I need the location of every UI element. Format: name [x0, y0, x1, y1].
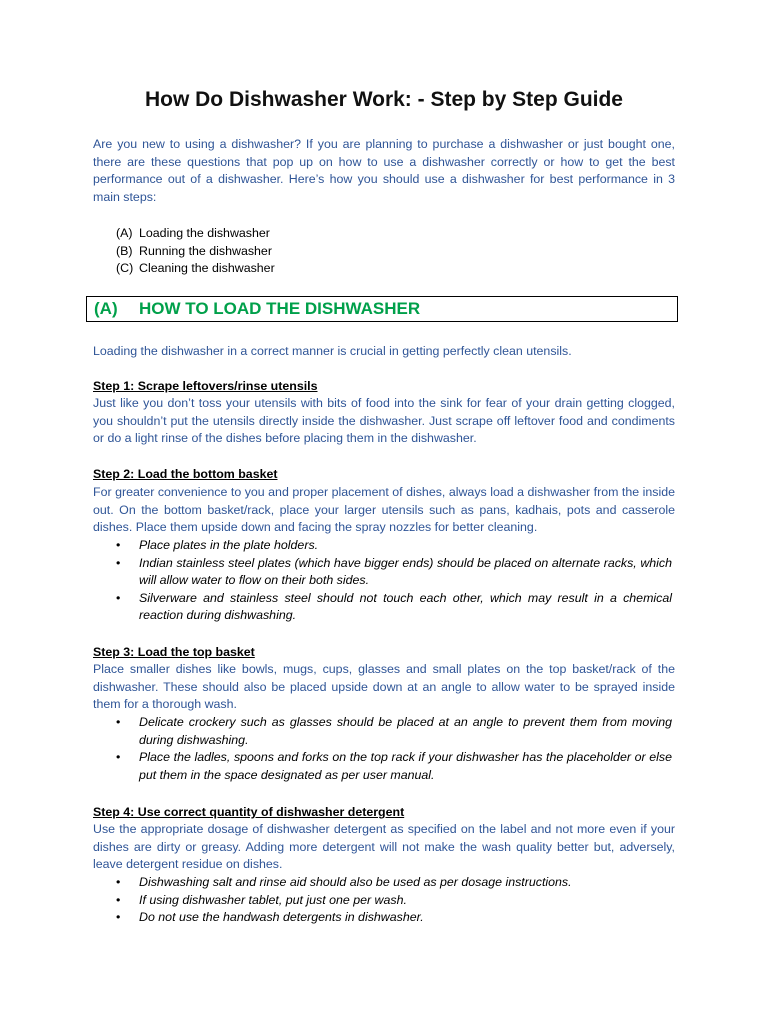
bullet-text: Place plates in the plate holders.	[139, 538, 319, 552]
bullet-glyph: •	[116, 910, 121, 925]
step-heading: Step 2: Load the bottom basket	[93, 467, 278, 481]
section-heading-box	[86, 296, 678, 322]
section-title: HOW TO LOAD THE DISHWASHER	[139, 299, 421, 318]
list-item	[116, 874, 672, 892]
section-marker: (A)	[94, 299, 118, 318]
bullet-glyph: •	[116, 892, 121, 907]
step-body: Just like you don’t toss your utensils with bits of food into the sink for fear of your drain getting clogged, you shouldn’t put the utensils directly inside the dishwasher. Just scrape off leftover food and condiments or do a light rinse of the dishes before placing them in the dishwasher.	[93, 396, 675, 446]
bullet-text: Do not use the handwash detergents in dishwasher.	[139, 910, 424, 925]
main-step-label: Running the dishwasher	[139, 243, 272, 258]
bullet-text: Delicate crockery such as glasses should be placed at an angle to prevent them from moving during dishwashing.	[139, 715, 672, 747]
step-heading: Step 3: Load the top basket	[93, 645, 255, 659]
step-body: For greater convenience to you and proper placement of dishes, always load a dishwasher from the inside out. On the bottom basket/rack, place your larger utensils such as pans, kadhais, pots and casserole dishes. Place them upside down and facing the spray nozzles for better cleaning.	[93, 485, 675, 535]
main-step-marker: (C)	[116, 261, 134, 276]
step-heading: Step 1: Scrape leftovers/rinse utensils	[93, 379, 318, 393]
list-item	[116, 892, 672, 910]
list-item	[116, 749, 672, 784]
step-body: Use the appropriate dosage of dishwasher detergent as specified on the label and not more even if your dishes are dirty or greasy. Adding more detergent will not make the wash quality better but, adversely, leave detergent residue on dishes.	[93, 822, 675, 872]
page-title: How Do Dishwasher Work: - Step by Step Guide	[144, 88, 623, 111]
bullet-glyph: •	[116, 875, 121, 889]
main-step-item	[116, 225, 275, 243]
list-item	[116, 714, 672, 749]
bullet-glyph: •	[116, 750, 121, 765]
bullet-text: Dishwashing salt and rinse aid should also be used as per dosage instructions.	[139, 875, 572, 889]
step-bullet-list	[116, 537, 672, 625]
list-item	[116, 537, 672, 555]
list-item	[116, 555, 672, 590]
step-bullet-list	[116, 714, 672, 784]
section-intro: Loading the dishwasher in a correct manner is crucial in getting perfectly clean utensils.	[93, 344, 572, 358]
step-heading: Step 4: Use correct quantity of dishwasher detergent	[93, 805, 405, 819]
bullet-glyph: •	[116, 715, 121, 729]
bullet-text: Indian stainless steel plates (which have bigger ends) should be placed on alternate racks, which will allow water to flow on their both sides.	[139, 555, 672, 588]
bullet-glyph: •	[116, 538, 121, 552]
bullet-glyph: •	[116, 555, 121, 570]
intro-paragraph: Are you new to using a dishwasher? If you are planning to purchase a dishwasher or just bought one, there are these questions that pop up on how to use a dishwasher correctly or how to get the best performance out of a dishwasher. Here’s how you should use a dishwasher for best performance in 3 main steps:	[93, 137, 675, 204]
bullet-text: Place the ladles, spoons and forks on the top rack if your dishwasher has the placeholder or else put them in the space designated as per user manual.	[139, 750, 672, 782]
main-step-label: Loading the dishwasher	[139, 226, 270, 240]
main-step-marker: (A)	[116, 226, 133, 240]
bullet-glyph: •	[116, 590, 121, 605]
main-step-item	[116, 243, 275, 261]
main-steps-list	[116, 225, 275, 278]
main-step-marker: (B)	[116, 243, 133, 258]
list-item	[116, 590, 672, 625]
step-body: Place smaller dishes like bowls, mugs, cups, glasses and small plates on the top basket/rack of the dishwasher. These should also be placed upside down at an angle to allow water to be sprayed inside them for a thorough wash.	[93, 662, 675, 712]
main-step-item	[116, 260, 275, 278]
bullet-text: If using dishwasher tablet, put just one per wash.	[139, 892, 407, 907]
main-step-label: Cleaning the dishwasher	[139, 261, 275, 276]
step-bullet-list	[116, 874, 672, 927]
list-item	[116, 909, 672, 927]
bullet-text: Silverware and stainless steel should not touch each other, which may result in a chemical reaction during dishwashing.	[139, 590, 672, 623]
